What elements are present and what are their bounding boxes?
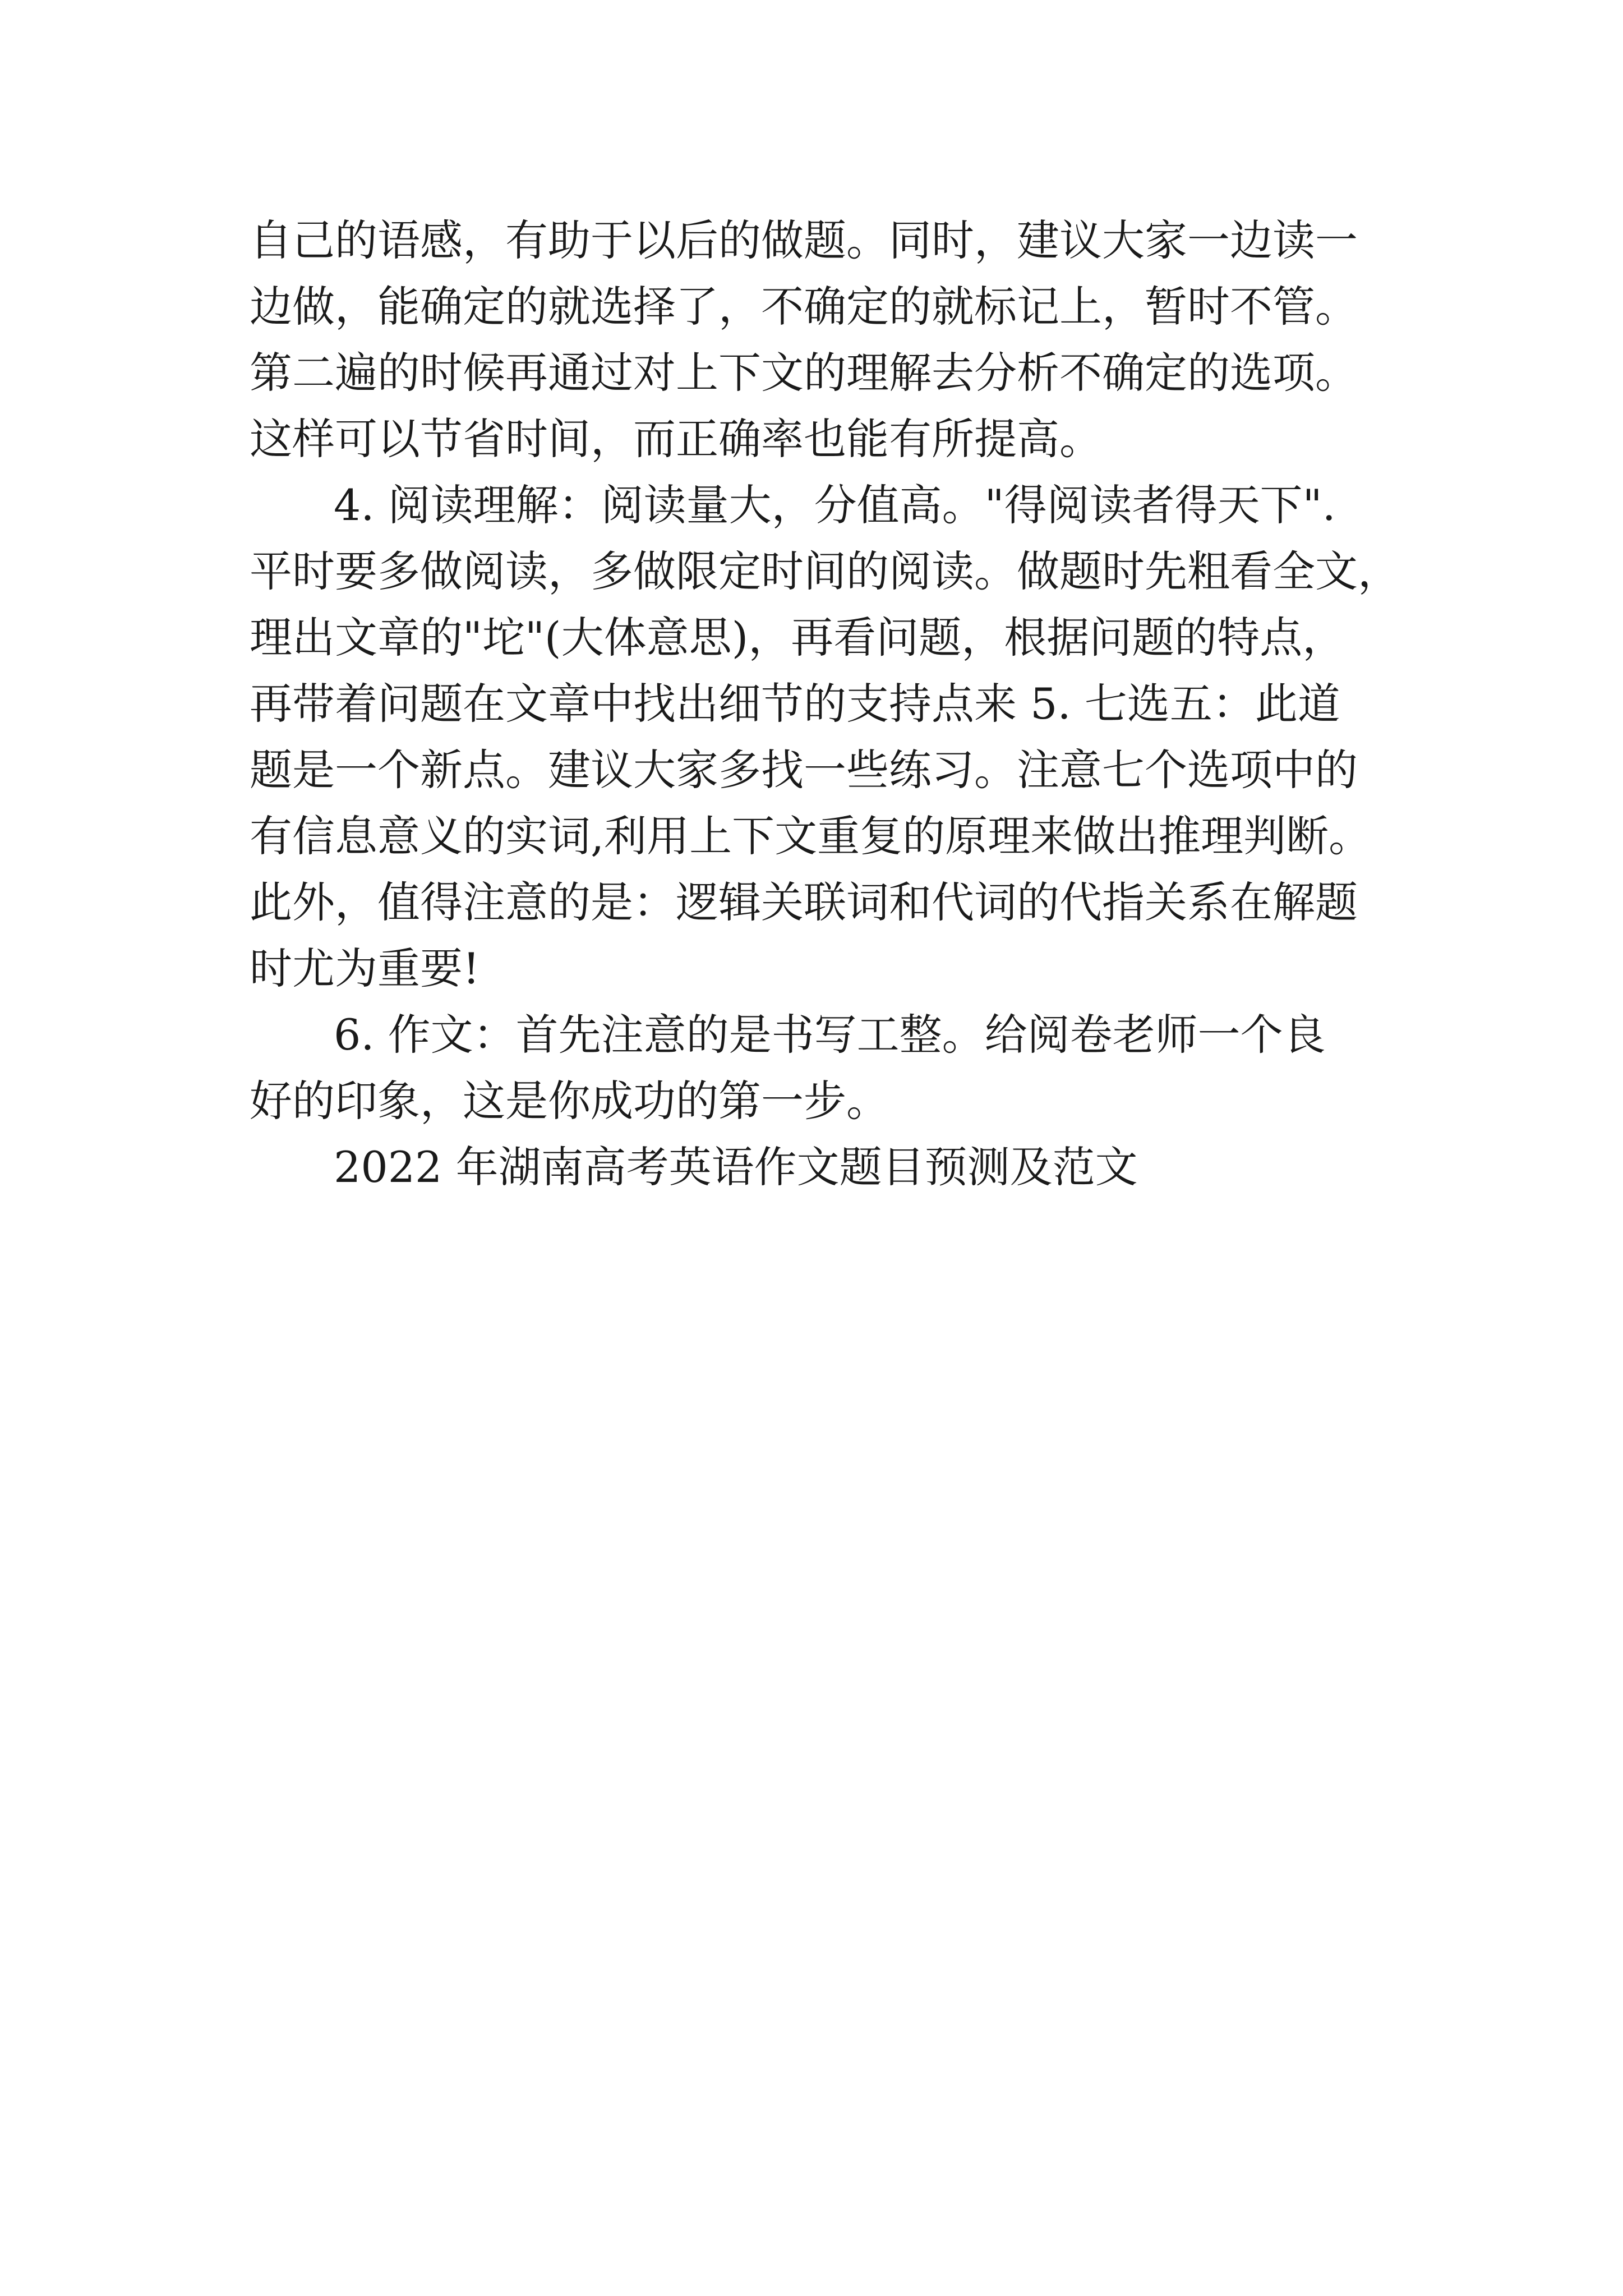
section-heading: 2022 年湖南高考英语作文题目预测及范文 <box>334 1142 1138 1192</box>
text-line: 边做，能确定的就选择了，不确定的就标记上，暂时不管。 <box>250 282 1358 332</box>
text-line: 平时要多做阅读，多做限定时间的阅读。做题时先粗看全文， <box>250 546 1400 596</box>
text-line: 时尤为重要! <box>250 944 480 993</box>
text-line: 此外，值得注意的是：逻辑关联词和代词的代指关系在解题 <box>250 877 1358 927</box>
text-line: 题是一个新点。建议大家多找一些练习。注意七个选项中的 <box>250 745 1358 795</box>
text-line: 有信息意义的实词,利用上下文重复的原理来做出推理判断。 <box>250 811 1372 861</box>
paragraph-start-line: 6. 作文：首先注意的是书写工整。给阅卷老师一个良 <box>334 1010 1326 1060</box>
text-line: 理出文章的"坨"(大体意思)，再看问题，根据问题的特点， <box>250 613 1345 662</box>
paragraph-start-line: 4. 阅读理解：阅读量大，分值高。"得阅读者得天下". <box>334 480 1336 530</box>
text-line: 第二遍的时候再通过对上下文的理解去分析不确定的选项。 <box>250 348 1358 398</box>
text-line: 自己的语感，有助于以后的做题。同时，建议大家一边读一 <box>250 215 1358 265</box>
body-text <box>250 208 1400 1200</box>
text-line: 再带着问题在文章中找出细节的支持点来 5. 七选五：此道 <box>250 679 1340 729</box>
text-line: 这样可以节省时间，而正确率也能有所提高。 <box>250 414 1102 464</box>
text-line: 好的印象，这是你成功的第一步。 <box>250 1076 889 1126</box>
